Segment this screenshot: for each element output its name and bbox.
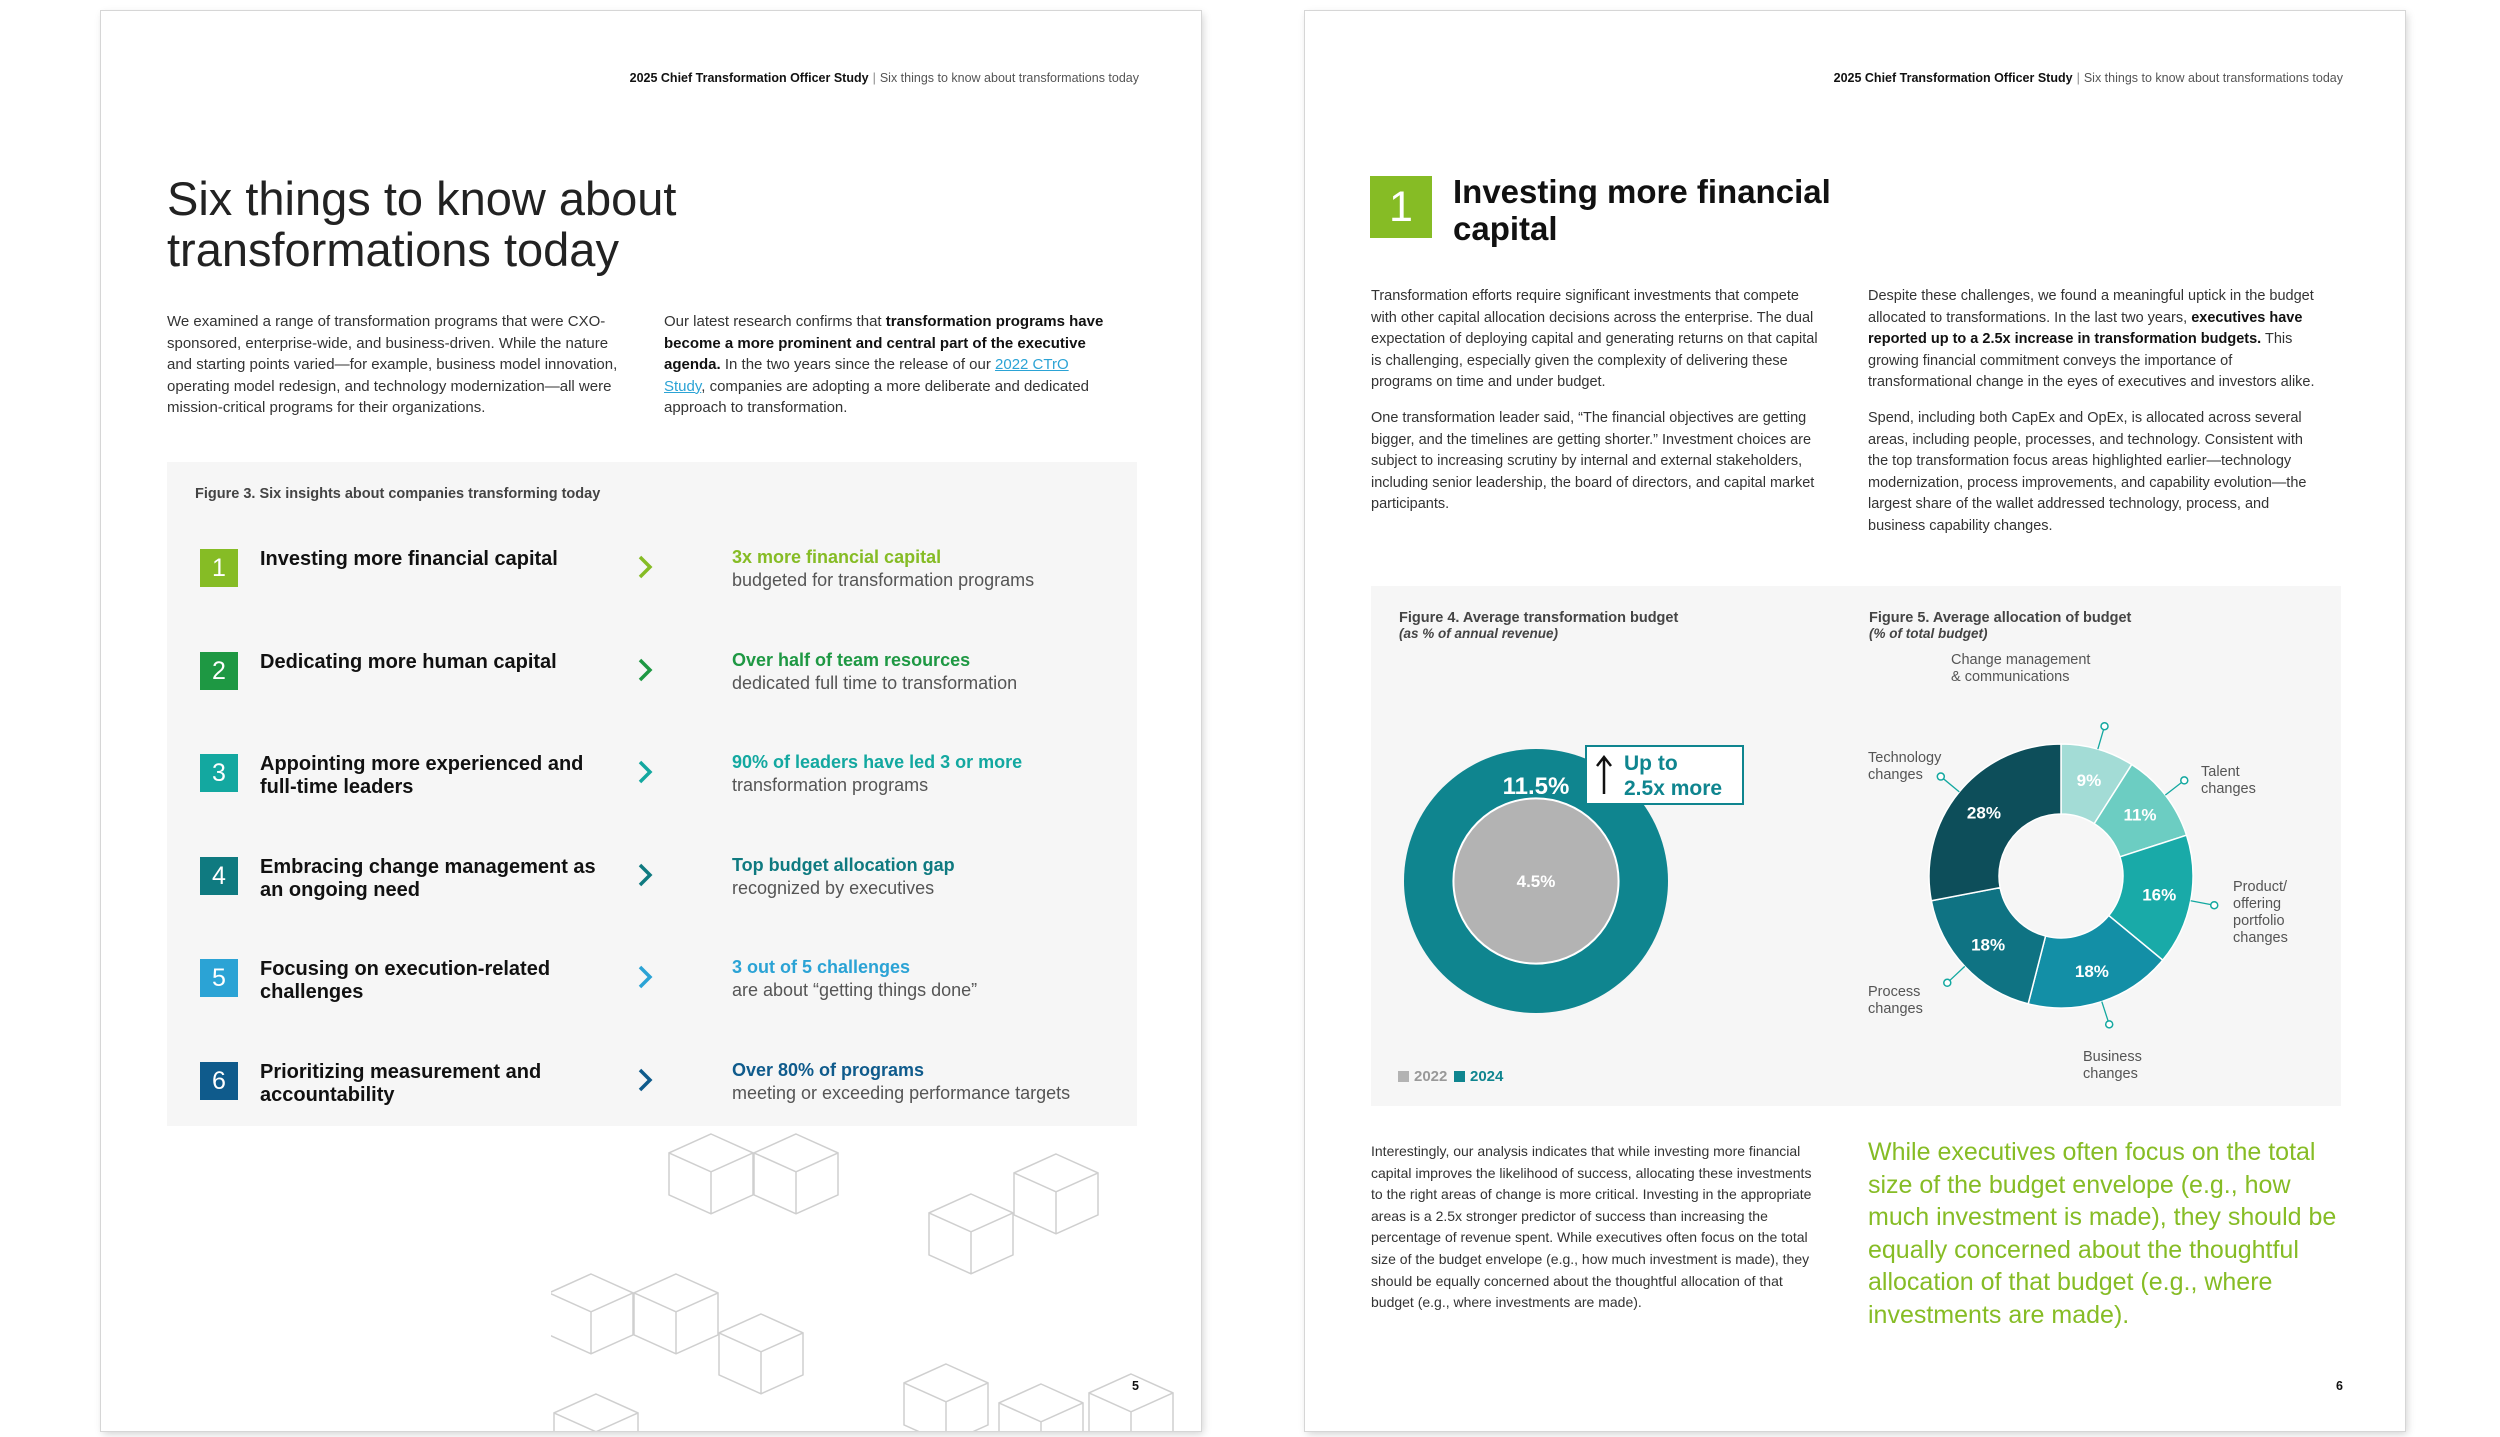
legend-label-2024: 2024 xyxy=(1470,1068,1504,1085)
running-head-title: 2025 Chief Transformation Officer Study xyxy=(629,71,869,85)
cube-shape xyxy=(754,1134,838,1214)
body-text: This growing financial commitment conveys the importance of transformational change in the eyes of executives and investors alike. xyxy=(1868,331,2315,391)
page-number: 6 xyxy=(2336,1379,2343,1393)
callout-text: 2.5x more xyxy=(1624,777,1723,800)
cubes-decoration-icon xyxy=(551,1126,1201,1431)
insight-description: meeting or exceeding performance targets xyxy=(732,1082,1071,1103)
chevron-right-icon xyxy=(630,1065,660,1095)
category-label: Process changes xyxy=(1868,984,1923,1017)
cube-shape xyxy=(1089,1374,1173,1431)
cube-shape xyxy=(719,1314,803,1394)
leader-dot xyxy=(1937,773,1944,780)
figure-5-caption: Figure 5. Average allocation of budget xyxy=(1869,610,2132,626)
cube-shape xyxy=(1014,1154,1098,1234)
slice-value-label: 18% xyxy=(2074,962,2109,982)
insight-description: recognized by executives xyxy=(732,877,935,898)
body-bold-text: executives have reported up to a 2.5x increase in transformation budgets. xyxy=(1868,309,2303,348)
callout-text: Up to xyxy=(1624,752,1678,775)
ctro-study-link[interactable]: 2022 CTrO Study xyxy=(664,356,1069,395)
chevron-right-icon xyxy=(630,757,660,787)
figure-5-subcaption: (% of total budget) xyxy=(1869,626,1988,641)
slice-value-label: 28% xyxy=(1966,803,2001,823)
insight-number-badge: 5 xyxy=(200,959,238,997)
value-label-2022: 4.5% xyxy=(1516,872,1556,891)
leader-dot xyxy=(2101,723,2108,730)
insight-title: Investing more financial capital xyxy=(260,548,558,570)
figures-panel xyxy=(1371,586,2341,1106)
insight-number-badge: 4 xyxy=(200,857,238,895)
chevron-right-icon xyxy=(630,552,660,582)
insight-title: Focusing on execution-related challenges xyxy=(260,958,551,1003)
insight-description: dedicated full time to transformation xyxy=(732,672,1018,693)
insight-row xyxy=(200,645,1130,705)
slice-value-label: 18% xyxy=(1971,935,2006,955)
leader-dot xyxy=(1944,979,1951,986)
legend-label-2022: 2022 xyxy=(1414,1068,1448,1085)
insight-stat: Over 80% of programs xyxy=(732,1059,925,1080)
legend-swatch-2022 xyxy=(1398,1071,1409,1082)
charts-canvas xyxy=(1371,586,2341,1106)
leader-dot xyxy=(2211,902,2218,909)
cube-shape xyxy=(634,1274,718,1354)
category-label: Business changes xyxy=(2083,1049,2142,1082)
chevron-right-icon xyxy=(630,860,660,890)
page-number: 5 xyxy=(1132,1379,1139,1393)
slice-value-label: 11% xyxy=(2123,805,2157,825)
running-head-subtitle: Six things to know about transformations today xyxy=(879,71,1139,85)
insight-number-badge: 1 xyxy=(200,549,238,587)
category-label: Change management & communications xyxy=(1951,652,2091,685)
cube-shape xyxy=(904,1364,988,1431)
insight-number-badge: 2 xyxy=(200,652,238,690)
intro-right-text xyxy=(664,311,1104,419)
left-page xyxy=(101,11,1201,1431)
right-page xyxy=(1305,11,2405,1431)
body-paragraph xyxy=(1868,286,2318,394)
insight-title: Dedicating more human capital xyxy=(260,650,557,673)
body-column-left xyxy=(1371,286,1821,530)
insight-row xyxy=(200,747,1130,807)
body-column-right xyxy=(1868,286,2318,552)
figure-3-caption: Figure 3. Six insights about companies transforming today xyxy=(195,486,601,502)
figure-4-subcaption: (as % of annual revenue) xyxy=(1399,626,1559,641)
category-label: Talent changes xyxy=(2201,764,2256,797)
insight-description: are about “getting things done” xyxy=(732,980,978,1000)
insight-row xyxy=(200,850,1130,910)
intro-text: Our latest research confirms that xyxy=(664,313,886,330)
section-title: Investing more financial capital xyxy=(1453,173,1831,247)
page-title: Six things to know about transformations today xyxy=(167,172,677,276)
running-head-separator: | xyxy=(872,71,876,85)
insight-title: Embracing change management as an ongoing need xyxy=(260,855,596,901)
insight-number-badge: 3 xyxy=(200,754,238,792)
insight-description: budgeted for transformation programs xyxy=(732,570,1035,590)
figure-3-panel xyxy=(167,462,1137,1126)
body-paragraph: Transformation efforts require significant investments that compete with other capital allocation decisions across the enterprise. The dual expectation of deploying capital and generating returns on that capital is challenging, especially given the complexity of delivering these programs on time and under budget. xyxy=(1371,288,1818,391)
cube-shape xyxy=(554,1394,638,1431)
slice-value-label: 9% xyxy=(2076,770,2102,790)
pull-quote: While executives often focus on the total size of the budget envelope (e.g., how much investment is made), they should be equally concerned about the thoughtful allocation of that budget (e.g., where investments are made). xyxy=(1868,1138,2337,1329)
slice-value-label: 16% xyxy=(2142,885,2177,905)
section-number-badge: 1 xyxy=(1370,176,1432,238)
insight-number-badge: 6 xyxy=(200,1062,238,1100)
chevron-right-icon xyxy=(630,655,660,685)
intro-text: In the two years since the release of our xyxy=(720,356,996,374)
body-paragraph: Spend, including both CapEx and OpEx, is allocated across several areas, including people, processes, and technology. Consistent with the top transformation focus areas highlighted earlier—technology modernization, process improvements, and capability evolution—the largest share of the wallet addressed technology, process, and business capability changes. xyxy=(1868,409,2307,534)
running-head-separator: | xyxy=(2076,71,2080,85)
insight-stat: Top budget allocation gap xyxy=(732,854,955,875)
insight-stat: Over half of team resources xyxy=(732,649,971,670)
chevron-right-icon xyxy=(630,962,660,992)
category-label: Technology changes xyxy=(1868,750,1942,783)
intro-bold-text: transformation programs have become a more prominent and central part of the executive agenda. xyxy=(664,313,1104,374)
running-head xyxy=(1834,71,2343,85)
category-label: Product/ offering portfolio changes xyxy=(2233,879,2288,946)
insight-row xyxy=(200,542,1130,602)
insight-stat: 3 out of 5 challenges xyxy=(732,957,911,977)
intro-text: , companies are adopting a more deliberate and dedicated approach to transformation. xyxy=(664,377,1090,417)
insight-row xyxy=(200,952,1130,1012)
leader-dot xyxy=(2181,777,2188,784)
insight-stat: 3x more financial capital xyxy=(732,547,942,567)
insight-row xyxy=(200,1055,1130,1115)
insight-title: Prioritizing measurement and accountability xyxy=(260,1060,542,1106)
running-head-subtitle: Six things to know about transformations today xyxy=(2083,71,2343,85)
insight-description: transformation programs xyxy=(732,775,929,795)
insight-stat: 90% of leaders have led 3 or more xyxy=(732,752,1023,772)
body-text: Despite these challenges, we found a meaningful uptick in the budget allocated to transformations. In the last two years, xyxy=(1868,288,2314,326)
insight-title: Appointing more experienced and full-time leaders xyxy=(260,753,584,798)
donut-slice xyxy=(1929,744,2061,901)
figure-4-caption: Figure 4. Average transformation budget xyxy=(1399,610,1679,626)
intro-left-text: We examined a range of transformation programs that were CXO-sponsored, enterprise-wide, and business-driven. While the nature and starting points varied—for example, business model innovation, operating model redesign, and technology modernization—all were mission-critical programs for their organizations. xyxy=(167,313,618,417)
cube-shape xyxy=(551,1274,633,1354)
cube-shape xyxy=(929,1194,1013,1274)
cube-shape xyxy=(999,1384,1083,1431)
running-head-title: 2025 Chief Transformation Officer Study xyxy=(1833,71,2073,85)
body-paragraph: One transformation leader said, “The financial objectives are getting bigger, and the timelines are getting shorter.” Investment choices are subject to increasing scrutiny by internal and external stakeholders, including senior leadership, the board of directors, and capital market participants. xyxy=(1371,409,1815,513)
value-label-2024: 11.5% xyxy=(1502,773,1570,800)
bottom-left-text: Interestingly, our analysis indicates that while investing more financial capital improves the likelihood of success, allocating these investments to the right areas of change is more critical. Investing in the appropriate areas is a 2.5x stronger predictor of success than increasing the percentage of revenue spent. While executives often focus on the total size of the budget envelope (e.g., how much investment is made), they should be equally concerned about the thoughtful allocation of that budget (e.g., where investments are made). xyxy=(1371,1143,1812,1311)
legend-swatch-2024 xyxy=(1454,1071,1465,1082)
leader-dot xyxy=(2106,1021,2113,1028)
running-head xyxy=(630,71,1139,85)
cube-shape xyxy=(669,1134,753,1214)
